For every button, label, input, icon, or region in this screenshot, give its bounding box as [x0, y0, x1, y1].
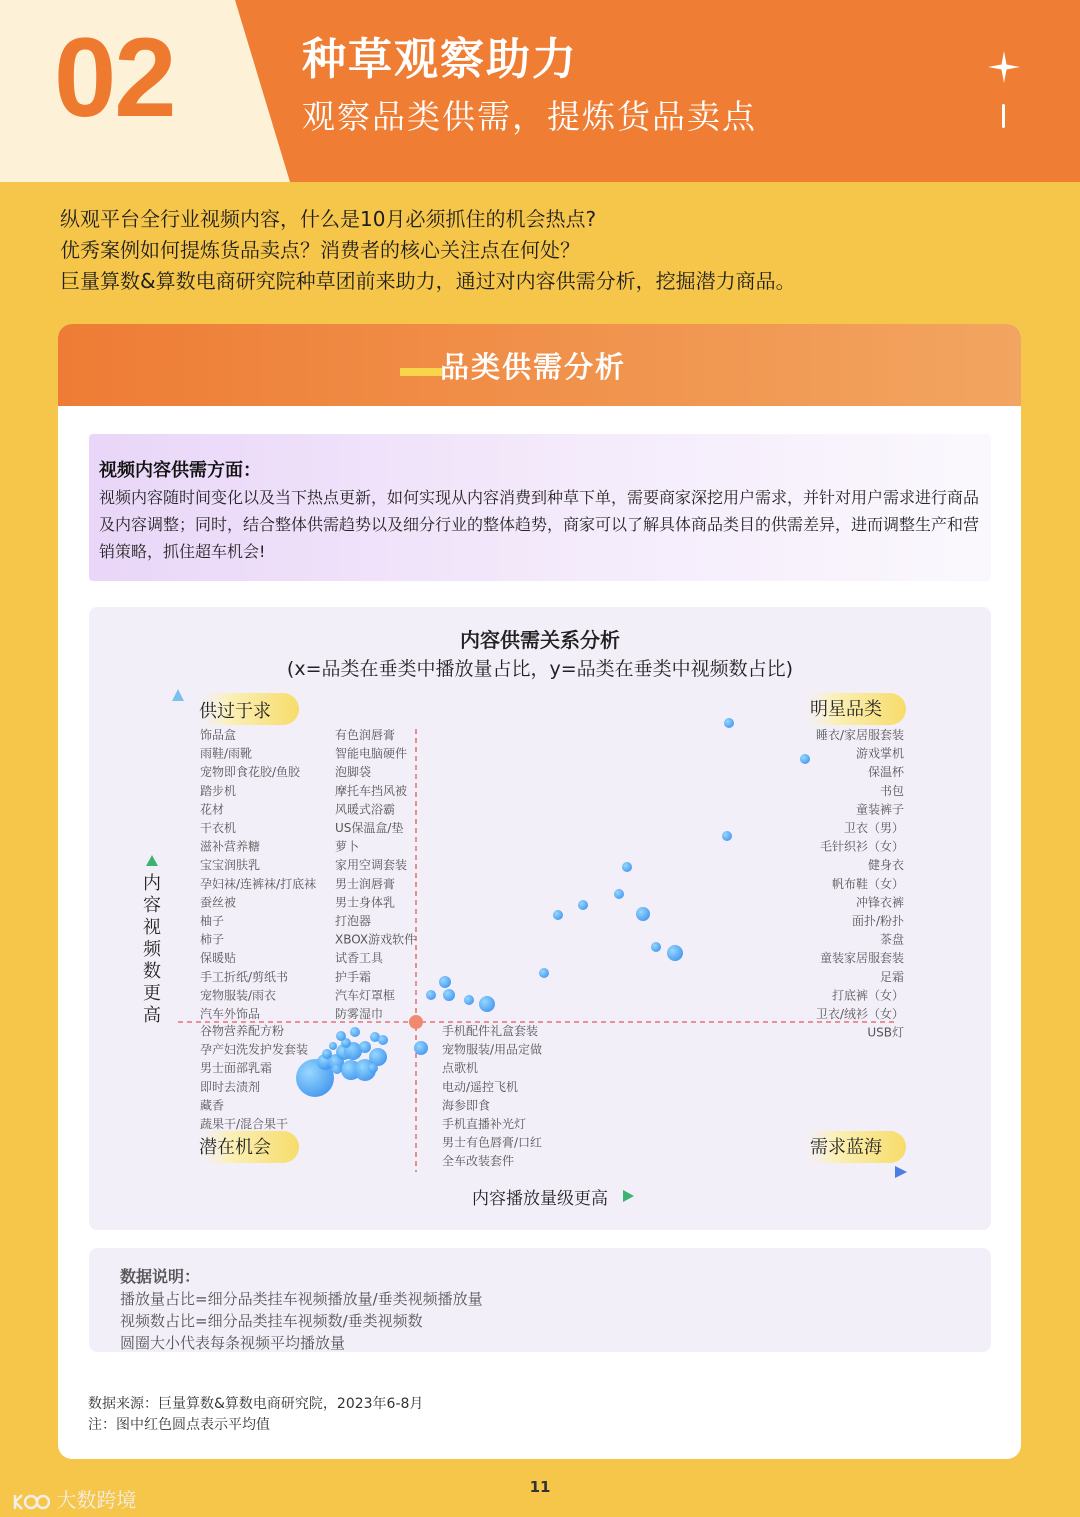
bubble [553, 910, 563, 920]
category-label: 毛针织衫（女） [819, 839, 904, 854]
category-label: 智能电脑硬件 [335, 746, 408, 761]
category-label: 海参即食 [442, 1098, 491, 1113]
y-label-arrow-icon [146, 855, 158, 866]
bubble [636, 907, 650, 921]
category-label: 雨鞋/雨靴 [200, 746, 253, 761]
category-label: 泡脚袋 [335, 765, 372, 780]
decorative-bar [1002, 104, 1005, 128]
bubble [329, 1042, 337, 1050]
category-label: 踏步机 [200, 783, 237, 798]
section-number: 02 [54, 15, 175, 140]
bubble [800, 754, 810, 764]
bubble [667, 945, 683, 961]
bubble [479, 996, 495, 1012]
y-axis-label [143, 873, 162, 1026]
data-note-line: 圆圈大小代表每条视频平均播放量 [120, 1334, 346, 1352]
category-label: 孕妇袜/连裤袜/打底袜 [200, 876, 317, 891]
page-header [0, 0, 1080, 182]
category-label: 帆布鞋（女） [831, 876, 904, 891]
category-label: 手机直播补光灯 [442, 1117, 527, 1131]
bubble [359, 1041, 371, 1053]
category-label: 蔬果干/混合果干 [200, 1117, 289, 1131]
chart-subtitle: (x=品类在垂类中播放量占比，y=品类在垂类中视频数占比) [286, 658, 794, 680]
category-label: 宠物服装/用品定做 [442, 1042, 543, 1057]
section-subtitle: 观察品类供需，提炼货品卖点 [302, 97, 757, 136]
category-label: 睡衣/家居服套装 [815, 728, 904, 742]
category-label: 宠物服装/雨衣 [200, 988, 277, 1003]
category-label: 男士有色唇膏/口红 [442, 1135, 543, 1150]
category-label: 童装家居服套装 [819, 951, 904, 966]
category-label: 柚子 [200, 914, 225, 928]
x-axis-arrow [895, 1166, 907, 1178]
bubble [350, 1027, 360, 1037]
bubble [722, 831, 732, 841]
video-content-title: 视频内容供需方面： [99, 460, 261, 481]
category-label: 家用空调套装 [335, 858, 408, 873]
category-label: 卫衣（男） [843, 821, 904, 835]
data-notes-title: 数据说明： [120, 1267, 201, 1286]
data-note-line: 播放量占比=细分品类挂车视频播放量/垂类视频播放量 [120, 1290, 483, 1308]
bubble [336, 1031, 346, 1041]
data-note-line: 视频数占比=细分品类挂车视频数/垂类视频数 [120, 1312, 423, 1330]
chart-title: 内容供需关系分析 [460, 628, 620, 652]
category-label: 宝宝润肤乳 [200, 858, 261, 873]
category-label: 茶盘 [879, 932, 904, 947]
chart-panel [89, 607, 991, 1230]
y-axis-label-char: 高 [143, 1005, 161, 1026]
bubble [622, 862, 632, 872]
sparkle-icon [988, 51, 1020, 83]
card-header [58, 324, 1021, 406]
category-label: 蚕丝被 [200, 895, 237, 910]
bubble [414, 1041, 428, 1055]
category-label: US保温盒/垫 [335, 821, 404, 835]
average-point [409, 1015, 423, 1029]
bubble [378, 1035, 388, 1045]
intro-text [60, 204, 1020, 297]
y-axis-arrow [172, 689, 184, 701]
section-title: 种草观察助力 [302, 34, 578, 85]
y-axis-label-char: 内 [143, 873, 161, 894]
category-label: 即时去渍剂 [200, 1079, 261, 1094]
quadrant-label-bottom-left: 潜在机会 [199, 1137, 271, 1158]
category-label: 冲锋衣裤 [855, 895, 904, 910]
category-label: 汽车外饰品 [200, 1007, 261, 1021]
video-content-body: 视频内容随时间变化以及当下热点更新，如何实现从内容消费到种草下单，需要商家深挖用户需求，并针对用户需求进行商品及内容调整；同时，结合整体供需趋势以及细分行业的整体趋势，商家可以了解具体商品类目的供需差异，进而调整生产和营销策略，抓住超车机会! [99, 488, 980, 561]
intro-line: 优秀案例如何提炼货品卖点？消费者的核心关注点在何处？ [60, 238, 580, 262]
category-label: 饰品盒 [200, 728, 237, 742]
y-axis-label-char: 更 [143, 983, 161, 1004]
category-label: 摩托车挡风被 [335, 783, 408, 798]
category-label: 保暖贴 [200, 951, 237, 966]
category-label: 游戏掌机 [855, 746, 904, 761]
category-label: 柿子 [200, 932, 225, 947]
data-source: 数据来源：巨量算数&算数电商研究院，2023年6-8月 [88, 1396, 424, 1412]
y-axis-label-char: 容 [143, 895, 161, 916]
watermark-text: 大数跨境 [56, 1488, 137, 1512]
category-label: 谷物营养配方粉 [200, 1024, 285, 1038]
quadrant-label-top-right: 明星品类 [810, 699, 882, 720]
category-label: 护手霜 [335, 969, 372, 984]
category-label: 有色润唇膏 [335, 728, 396, 742]
category-label: 花材 [200, 802, 225, 817]
bubble [614, 889, 624, 899]
chart-note: 注：图中红色圆点表示平均值 [88, 1417, 270, 1433]
category-label: 书包 [879, 783, 904, 798]
bubble [724, 718, 734, 728]
category-label: 男士面部乳霜 [200, 1061, 273, 1076]
watermark [12, 1484, 136, 1513]
y-axis-label-char: 频 [143, 939, 161, 960]
category-label: 童装裤子 [855, 802, 904, 817]
bubble [322, 1049, 332, 1059]
category-label: 打泡器 [335, 914, 372, 928]
bubble [443, 989, 455, 1001]
intro-line: 纵观平台全行业视频内容，什么是10月必须抓住的机会热点? [60, 207, 597, 231]
y-axis-label-char: 视 [143, 917, 161, 938]
quadrant-label-top-left: 供过于求 [199, 701, 271, 722]
category-label: USB灯 [867, 1025, 904, 1040]
category-label: 孕产妇洗发护发套装 [200, 1042, 309, 1057]
bubble [651, 942, 661, 952]
card-title: 品类供需分析 [440, 350, 627, 384]
category-label: 男士身体乳 [335, 895, 396, 910]
y-axis-label-char: 数 [143, 961, 161, 982]
category-label: 健身衣 [867, 858, 904, 873]
category-label: 干衣机 [200, 821, 237, 835]
category-label: 点歌机 [442, 1061, 479, 1076]
x-label-arrow-icon [623, 1190, 634, 1202]
supply-demand-chart [89, 607, 991, 1230]
intro-line: 巨量算数&算数电商研究院种草团前来助力，通过对内容供需分析，挖掘潜力商品。 [60, 269, 796, 293]
category-label: 风暖式浴霸 [335, 802, 396, 817]
category-label: 手机配件礼盒套装 [442, 1024, 539, 1038]
bubble [332, 1064, 342, 1074]
bubble [426, 990, 436, 1000]
page-number: 11 [529, 1478, 551, 1496]
category-label: 全车改装套件 [442, 1154, 515, 1169]
quadrant-label-bottom-right: 需求蓝海 [810, 1137, 882, 1158]
category-label: 防雾湿巾 [335, 1007, 384, 1021]
watermark-logo-icon [12, 1491, 50, 1513]
bubble [464, 995, 474, 1005]
category-label: 面扑/粉扑 [851, 914, 904, 928]
analysis-card [58, 324, 1021, 1459]
category-label: 藏香 [200, 1098, 225, 1113]
category-label: 保温杯 [867, 765, 904, 780]
data-notes-panel [89, 1248, 991, 1352]
category-label: 手工折纸/剪纸书 [200, 969, 289, 984]
title-highlight-mark [400, 368, 442, 376]
bubble [539, 968, 549, 978]
bubble [368, 1063, 378, 1073]
x-axis-label: 内容播放量级更高 [472, 1189, 608, 1209]
category-label: 男士润唇膏 [335, 876, 396, 891]
category-label: 试香工具 [335, 951, 384, 966]
bubble [439, 976, 451, 988]
category-lists [200, 727, 905, 1168]
category-label: XBOX游戏软件 [335, 932, 417, 947]
category-label: 滋补营养糖 [200, 839, 261, 854]
category-label: 宠物即食花胶/鱼胶 [200, 765, 301, 780]
category-label: 电动/遥控飞机 [442, 1079, 519, 1094]
video-content-panel [89, 434, 991, 581]
category-label: 打底裤（女） [831, 988, 904, 1003]
bubble [578, 900, 588, 910]
category-label: 萝卜 [335, 839, 360, 854]
category-label: 足霜 [879, 969, 904, 984]
category-label: 汽车灯罩框 [335, 988, 396, 1003]
category-label: 卫衣/绒衫（女） [815, 1007, 904, 1021]
